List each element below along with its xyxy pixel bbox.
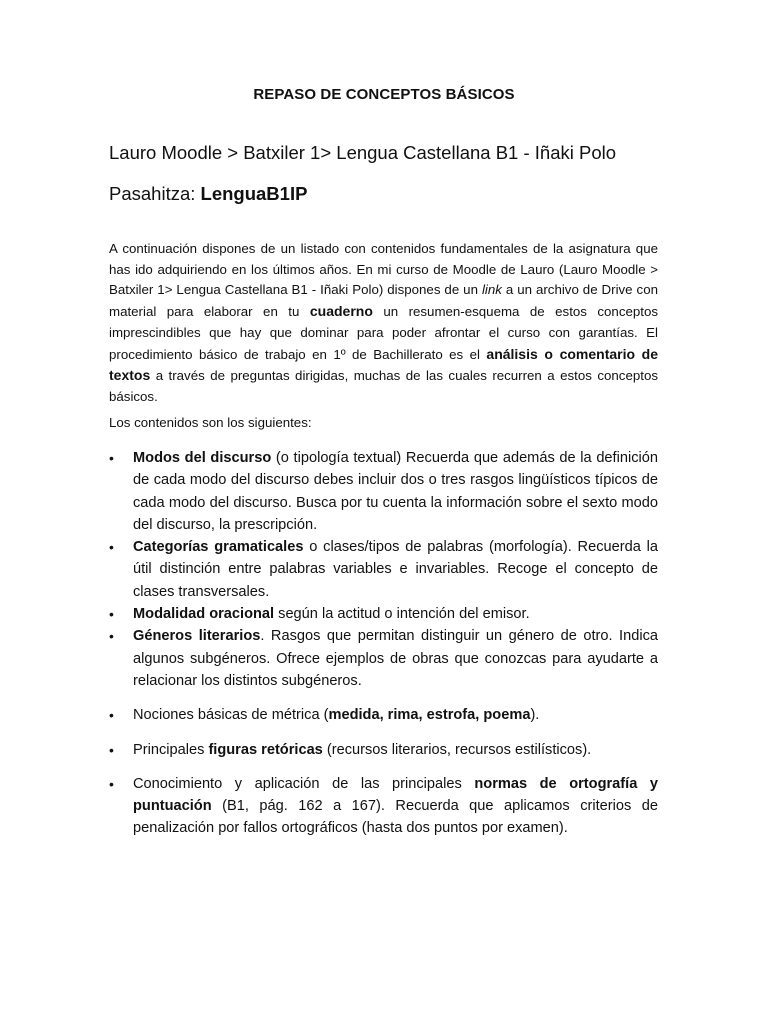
bullet-icon: •: [109, 628, 114, 645]
bullet-icon: •: [109, 606, 114, 623]
list-item: [109, 603, 658, 625]
item-text: Principales: [133, 741, 209, 758]
list-item: [109, 447, 658, 536]
list-item: [109, 773, 658, 840]
password-label: Pasahitza:: [109, 183, 201, 204]
bullet-icon: •: [109, 775, 114, 792]
intro-text: un resumen-esquema de estos conceptos imprescindibles que hay que dominar para poder afrontar el curso con garantías. El procedimiento básico de trabajo en 1º de Bachillerato es el: [109, 304, 658, 362]
item-bold: figuras retóricas: [208, 741, 323, 758]
item-text: (o tipología textual) Recuerda que además de la definición de cada modo del discurso debes incluir dos o tres rasgos lingüísticos típicos de cada modo del discurso. Busca por tu cuenta la información sobre el sexto modo del discurso, la prescripción.: [133, 450, 658, 533]
list-item: [109, 739, 658, 761]
bullet-icon: •: [109, 707, 114, 724]
content-list: [109, 447, 658, 840]
item-bold: Modalidad oracional: [133, 606, 275, 623]
intro-text: a un archivo de Drive con material para elaborar en tu: [109, 282, 658, 320]
item-text: (B1, pág. 162 a 167). Recuerda que aplicamos criterios de penalización por fallos ortográficos (hasta dos puntos por examen).: [133, 798, 658, 837]
item-bold: Géneros literarios: [133, 628, 261, 645]
item-bold: Modos del discurso: [133, 450, 272, 466]
intro-text: A continuación dispones de un listado con contenidos fundamentales de la asignatura que has ido adquiriendo en los últimos años. En mi curso de Moodle de Lauro (Lauro Moodle > Batxiler 1> Lengua Castellana B1 - Iñaki Polo) dispones de un: [109, 241, 658, 298]
item-text: Conocimiento y aplicación de las principales: [133, 775, 475, 792]
item-text: ).: [530, 707, 540, 724]
page-title: REPASO DE CONCEPTOS BÁSICOS: [253, 86, 515, 103]
intro-bold-cuaderno: cuaderno: [309, 303, 373, 320]
list-lead: Los contenidos son los siguientes:: [109, 415, 312, 430]
intro-text: a través de preguntas dirigidas, muchas de las cuales recurren a estos conceptos básicos.: [109, 368, 658, 404]
item-bold: medida, rima, estrofa, poema: [328, 707, 531, 724]
bullet-icon: •: [109, 741, 114, 758]
item-bold: normas de ortografía y puntuación: [133, 775, 658, 815]
bullet-icon: •: [109, 539, 114, 556]
list-item: [109, 625, 658, 692]
intro-link-word: link: [481, 282, 502, 298]
item-text: o clases/tipos de palabras (morfología). Recuerda la útil distinción entre palabras variables e invariables. Recoge el concepto de clases transversales.: [133, 539, 658, 600]
intro-paragraph: [109, 239, 658, 408]
intro-bold-analisis: análisis o comentario de textos: [109, 345, 658, 384]
list-item: [109, 536, 658, 603]
item-text: Nociones básicas de métrica (: [133, 707, 329, 724]
password-line: [109, 183, 307, 205]
item-text: . Rasgos que permitan distinguir un género de otro. Indica algunos subgéneros. Ofrece ejemplos de obras que conozcas para ayudarte a relacionar los distintos subgéneros.: [133, 628, 658, 689]
item-text: (recursos literarios, recursos estilísticos).: [322, 741, 592, 758]
item-text: según la actitud o intención del emisor.: [274, 606, 530, 623]
bullet-icon: •: [109, 450, 114, 466]
password-value: LenguaB1IP: [200, 183, 308, 204]
course-path: Lauro Moodle > Batxiler 1> Lengua Castellana B1 - Iñaki Polo: [109, 142, 617, 163]
item-bold: Categorías gramaticales: [133, 539, 304, 556]
list-item: [109, 704, 658, 726]
